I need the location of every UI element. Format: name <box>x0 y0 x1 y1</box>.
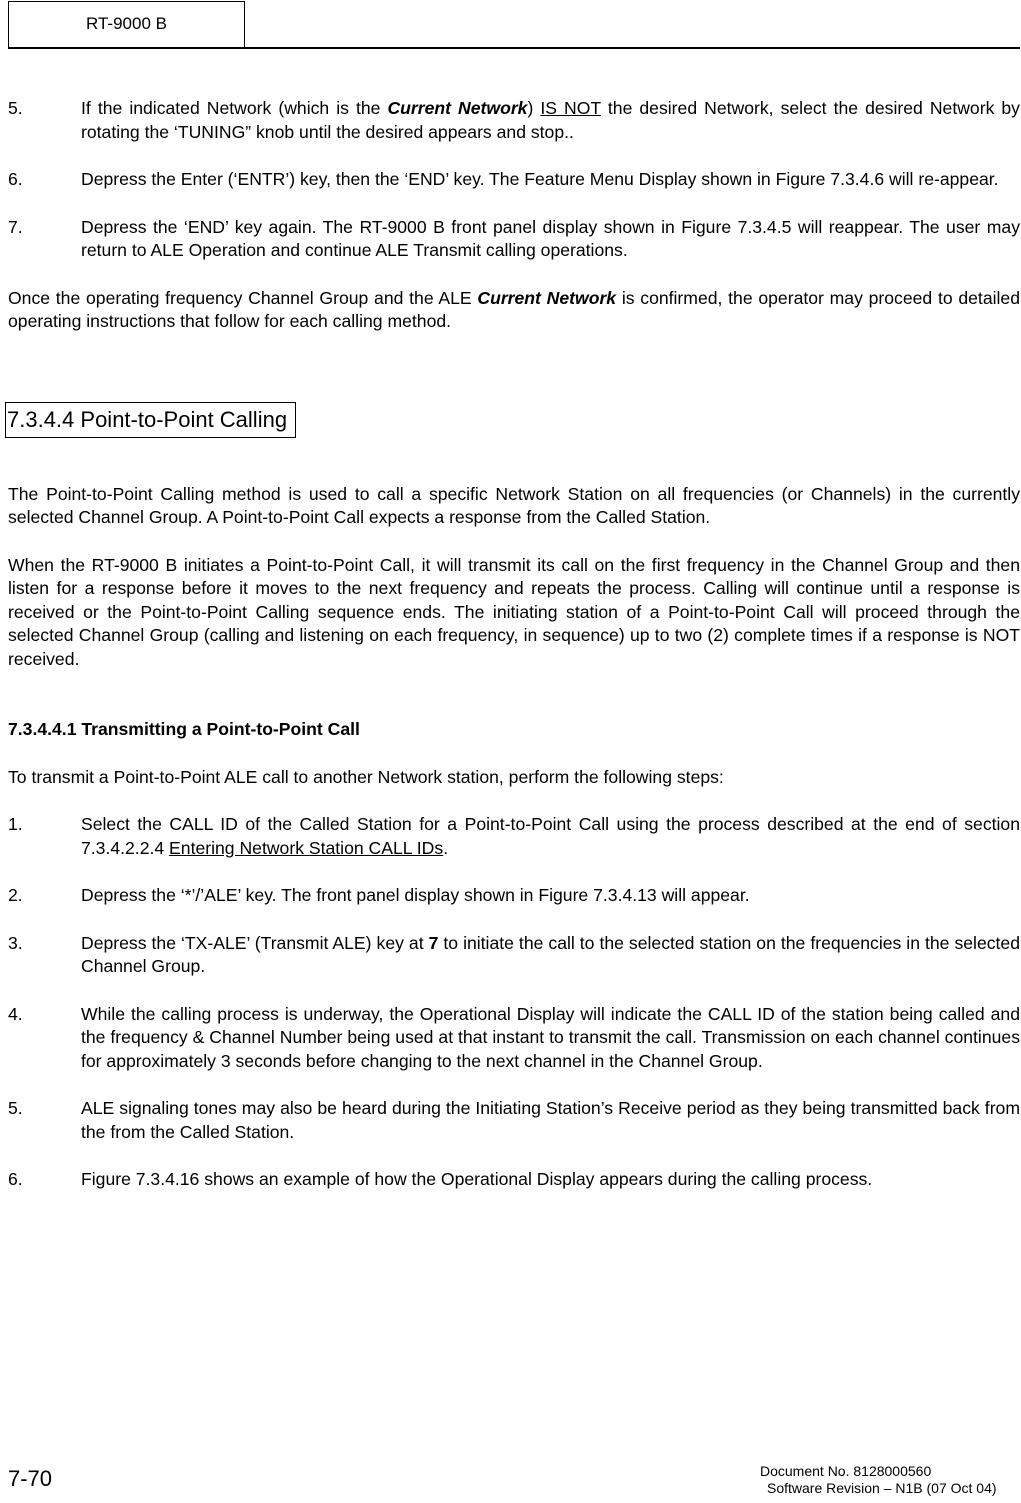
subheading: 7.3.4.4.1 Transmitting a Point-to-Point Call <box>8 719 360 739</box>
step-b-4 <box>8 1003 1020 1074</box>
step-b-6 <box>8 1168 1020 1192</box>
step-number: 4. <box>8 1003 23 1024</box>
step-number: 6. <box>8 1169 23 1189</box>
step-number: 2. <box>8 885 23 905</box>
header-model-box <box>8 1 245 47</box>
para-intro: To transmit a Point-to-Point ALE call to another Network station, perform the following steps: <box>8 766 724 787</box>
step-b-3 <box>8 932 1020 979</box>
link-entering-call-ids[interactable]: Entering Network Station CALL IDs <box>169 837 444 858</box>
step-text: Select the CALL ID of the Called Station for a Point-to-Point Call using the process described at the end of section 7.3.4.2.2.4 Entering Network Station CALL IDs. <box>81 814 1020 858</box>
step-a-7 <box>8 216 1020 263</box>
step-number: 1. <box>8 814 23 834</box>
page-number: 7-70 <box>8 1466 53 1491</box>
step-text: Depress the Enter (‘ENTR’) key, then the ‘END’ key. The Feature Menu Display shown in Figure 7.3.4.6 will re-appear. <box>81 169 999 189</box>
section-heading: 7.3.4.4 Point-to-Point Calling <box>5 402 296 438</box>
step-b-1 <box>8 813 1020 860</box>
step-b-5 <box>8 1097 1020 1144</box>
step-text: Depress the ‘TX-ALE’ (Transmit ALE) key at 7 to initiate the call to the selected station on the frequencies in the selected Channel Group. <box>81 932 1020 976</box>
step-b-2 <box>8 884 1020 908</box>
header-model: RT-9000 B <box>86 14 167 33</box>
step-number: 6. <box>8 169 23 189</box>
step-text: Depress the ‘END’ key again. The RT-9000 B front panel display shown in Figure 7.3.4.5 will reappear. The user may return to ALE Operation and continue ALE Transmit calling operations. <box>81 216 1020 260</box>
para-confirm: Once the operating frequency Channel Group and the ALE Current Network is confirmed, the operator may proceed to detailed operating instructions that follow for each calling method. <box>8 287 1020 331</box>
header-rule <box>8 47 1020 49</box>
step-a-6 <box>8 168 1020 192</box>
step-number: 5. <box>8 98 23 118</box>
step-text: While the calling process is underway, the Operational Display will indicate the CALL ID of the station being called and the frequency & Channel Number being used at that instant to transmit the call. Transmission on each channel continues for approximately 3 seconds before changing to the next channel in the Channel Group. <box>81 1003 1020 1071</box>
footer-doc-info <box>760 1463 997 1497</box>
step-a-5 <box>8 97 1020 144</box>
step-text: ALE signaling tones may also be heard during the Initiating Station’s Receive period as they being transmitted back from the from the Called Station. <box>81 1098 1020 1142</box>
para-initiate: When the RT-9000 B initiates a Point-to-Point Call, it will transmit its call on the first frequency in the Channel Group and then listen for a response before it moves to the next frequency and repeats the process. Calling will continue until a response is received or the Point-to-Point Calling sequence ends. The initiating station of a Point-to-Point Call will proceed through the selected Channel Group (calling and listening on each frequency, in sequence) up to two (2) complete times if a response is NOT received. <box>8 554 1020 669</box>
step-text: If the indicated Network (which is the Current Network) IS NOT the desired Network, select the desired Network by rotating the ‘TUNING” knob until the desired appears and stop.. <box>81 98 1020 142</box>
page-content <box>8 97 1020 1192</box>
document-number: Document No. 8128000560 <box>760 1463 932 1479</box>
step-number: 5. <box>8 1098 23 1118</box>
step-number: 3. <box>8 932 23 953</box>
para-method: The Point-to-Point Calling method is used to call a specific Network Station on all frequencies (or Channels) in the currently selected Channel Group. A Point-to-Point Call expects a response from the Called Station. <box>8 483 1020 527</box>
software-revision: Software Revision – N1B (07 Oct 04) <box>767 1480 997 1496</box>
step-number: 7. <box>8 216 23 237</box>
step-text: Figure 7.3.4.16 shows an example of how the Operational Display appears during the calling process. <box>81 1169 873 1189</box>
step-text: Depress the ‘*’/’ALE’ key. The front panel display shown in Figure 7.3.4.13 will appear. <box>81 885 750 905</box>
